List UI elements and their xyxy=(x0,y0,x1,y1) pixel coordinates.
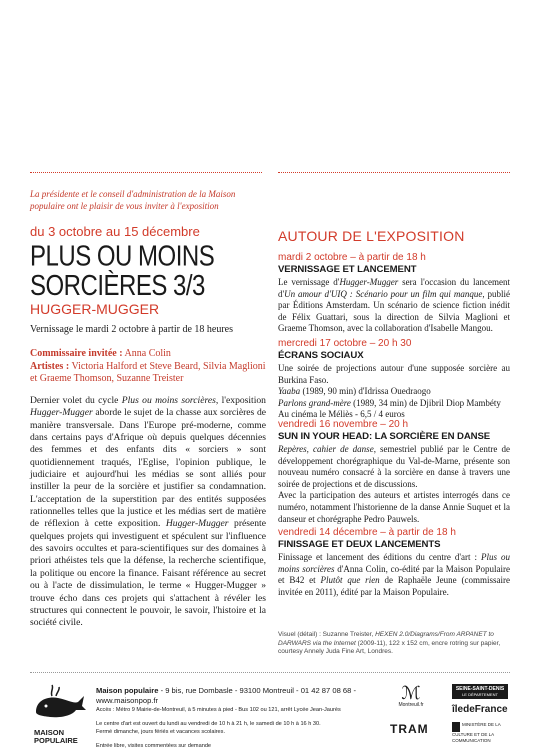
tram-logo: TRAM xyxy=(390,722,429,736)
event-1 xyxy=(278,252,510,335)
event-1-text-a: Le vernissage d' xyxy=(278,277,340,287)
event-4 xyxy=(278,527,510,598)
divider-top-right xyxy=(278,172,510,173)
curator-name: Anna Colin xyxy=(124,348,171,359)
event-1-text-c: , publié par Éditions Amsterdam. Un scénario de science fiction inédit de Félix Guattari, sous la direction de Silvia Maglioni et Graeme Thomson, avec la collaboration d'Isabelle Mangou. xyxy=(278,288,510,334)
marianne-icon xyxy=(452,722,460,732)
invitation-intro: La présidente et le conseil d'administration de la Maison populaire ont le plaisir de vous inviter à l'exposition xyxy=(30,189,236,211)
credit-em: HEXEN 2.0/Diagrams/From ARPANET to DARWARS via the Internet xyxy=(278,631,494,647)
ssd-line-1: SEINE-SAINT-DENIS xyxy=(455,686,505,692)
event-2-date: mercredi 17 octobre – 20 h 30 xyxy=(278,338,412,349)
logo-text xyxy=(30,729,90,745)
events-heading: AUTOUR DE L'EXPOSITION xyxy=(278,228,465,244)
credit-text-b: (2009-11), 122 x 152 cm, encre rotring sur papier, courtesy Annely Juda Fine Art, Londres. xyxy=(278,639,501,655)
footer-hours: Le centre d'art est ouvert du lundi au vendredi de 10 h à 21 h, le samedi de 10 h à 16 h 30. xyxy=(96,721,321,727)
event-1-em-1: Hugger-Mugger xyxy=(339,277,399,287)
event-2-em-1: Yaaba xyxy=(278,386,301,397)
ssd-line-2: LE DÉPARTEMENT xyxy=(462,692,498,697)
ministry-logo xyxy=(452,722,510,743)
whale-icon xyxy=(30,684,90,724)
footer-divider xyxy=(30,672,510,673)
footer-address xyxy=(96,686,396,706)
title-line-1: PLUS OU MOINS xyxy=(30,240,215,273)
divider-top-left xyxy=(30,172,262,173)
event-4-em-1: Plus ou moins sorcières xyxy=(278,552,510,574)
logo-line-2: POPULAIRE xyxy=(34,736,78,745)
maison-populaire-logo xyxy=(30,684,90,744)
artists-label: Artistes : xyxy=(30,360,70,372)
event-3-em-1: Repères, cahier de danse xyxy=(278,444,374,454)
sponsor-logos xyxy=(390,682,510,746)
seine-saint-denis-logo xyxy=(452,684,508,699)
event-1-text-b: sera l'occasion du lancement d' xyxy=(278,277,510,299)
event-3 xyxy=(278,419,510,525)
montreuil-logo xyxy=(390,684,432,708)
footer-name: Maison populaire xyxy=(96,686,159,695)
footer-closed: Fermé dimanche, jours fériés et vacances scolaires. xyxy=(96,729,226,735)
curator-label: Commissaire invitée : xyxy=(30,348,123,359)
ile-de-france-logo: îledeFrance xyxy=(452,704,508,715)
event-3-para-1 xyxy=(278,444,510,490)
event-1-title: VERNISSAGE ET LANCEMENT xyxy=(278,264,417,275)
exhibition-title xyxy=(30,242,280,301)
event-3-date: vendredi 16 novembre – 20 h xyxy=(278,419,409,430)
image-credit xyxy=(278,631,516,657)
exhibition-dates: du 3 octobre au 15 décembre xyxy=(30,224,200,239)
event-2 xyxy=(278,338,510,421)
desc-part-4: présente quelques projets qui investiguent et spéculent sur l'influence des savoirs occultes et para-scientifiques sur des domaines à priori athéistes tels que la défense, la recherche scientifique, la politique ou encore la finance. Faisant référence au secret ou à l'acte de dissimulation, le terme « Hugger-Mugger » trouve écho dans ces projets qui s'attachent à révéler les structures qui connectent le pouvoir, le savoir, l'histoire et la société civile. xyxy=(30,518,266,629)
event-4-description xyxy=(278,552,510,598)
event-2-text-b: (1989, 90 min) d'Idrissa Ouedraogo xyxy=(300,386,431,397)
event-2-film-2 xyxy=(278,398,510,410)
artists-names: Victoria Halford et Steve Beard, Silvia Maglioni et Graeme Thomson, Suzanne Treister xyxy=(30,360,266,384)
logo-line-1: MAISON xyxy=(34,728,64,737)
event-3-title: SUN IN YOUR HEAD: LA SORCIÈRE EN DANSE xyxy=(278,431,491,442)
title-line-2: SORCIÈRES 3/3 xyxy=(30,270,205,303)
event-4-text-b: d'Anna Colin, co-édité par la Maison Populaire et B42 et xyxy=(278,563,510,586)
footer-entry: Entrée libre, visites commentées sur demande xyxy=(96,743,212,749)
montreuil-label: Montreuil.fr xyxy=(398,702,424,708)
ministry-label: MINISTÈRE DE LA CULTURE ET DE LA COMMUNICATION xyxy=(452,722,501,743)
desc-part-2: , l'exposition xyxy=(215,395,266,406)
event-2-description xyxy=(278,363,510,421)
event-3-text-a: , semestriel publié par le Centre de développement chorégraphique du Val-de-Marne, présente son nouveau numéro consacré à la sorcière en danse à travers une soirée de projections et de discussions. xyxy=(278,444,510,489)
desc-em-1: Plus ou moins sorcières xyxy=(121,395,216,406)
montreuil-mark-icon: ℳ xyxy=(401,683,421,703)
event-1-date: mardi 2 octobre – à partir de 18 h xyxy=(278,252,426,263)
desc-part-3: aborde le sujet de la chasse aux sorcières de manière transversale. Dans l'Europe pré-moderne, comme dans certains pays d'Afrique où depuis quelques décennies des femmes et des enfants dits « sorciers » sont quotidiennement traqués, l'Eglise, l'opinion publique, le judiciaire et aujourd'hui les médias se sont alliés pour instiller la peur de la sorcière et justifier sa condamnation. L'acceptation de la superstition par des entités supposées rationnelles telles que la justice et les médias sert de matière de réflexion à cette exposition. xyxy=(30,407,266,530)
event-2-text-c: (1989, 34 min) de Djibril Diop Mambéty xyxy=(350,397,501,408)
exhibition-description xyxy=(30,395,266,630)
footer-address-line: - 9 bis, rue Dombasle - 93100 Montreuil - 01 42 87 08 68 - www.maisonpop.fr xyxy=(96,686,356,705)
curator-line xyxy=(30,348,270,361)
vernissage-line: Vernissage le mardi 2 octobre à partir de 18 heures xyxy=(30,324,233,335)
desc-em-2: Hugger-Mugger xyxy=(30,407,93,419)
event-2-venue: Au cinéma le Méliès - 6,5 / 4 euros xyxy=(278,409,405,420)
exhibition-subtitle: HUGGER-MUGGER xyxy=(30,301,160,317)
event-1-description xyxy=(278,277,510,335)
event-4-title: FINISSAGE ET DEUX LANCEMENTS xyxy=(278,539,441,550)
event-2-film-1 xyxy=(278,386,510,398)
event-2-text-a: Une soirée de projections autour d'une supposée sorcière au Burkina Faso. xyxy=(278,363,510,385)
event-3-para-2: Avec la participation des auteurs et artistes interrogés dans ce numéro, notamment l'historienne de la danse Annie Suquet et la danseur et chorégraphe Pedro Pauwels. xyxy=(278,490,510,524)
desc-em-3: Hugger-Mugger xyxy=(165,518,229,530)
event-4-text-c: de Raphaële Jeune (commissaire invitée en 2011), édité par la Maison Populaire. xyxy=(278,575,510,597)
event-4-date: vendredi 14 décembre – à partir de 18 h xyxy=(278,527,456,538)
footer-info xyxy=(96,686,396,750)
event-2-title: ÉCRANS SOCIAUX xyxy=(278,350,364,361)
event-1-em-2: Un amour d'UIQ : Scénario pour un film qui manque xyxy=(284,288,483,299)
desc-part-1: Dernier volet du cycle xyxy=(30,395,119,406)
event-3-description xyxy=(278,444,510,525)
footer-access: Accès : Métro 9 Mairie-de-Montreuil, à 5 minutes à pied - Bus 102 ou 121, arrêt Lycée Jean-Jaurès xyxy=(96,707,341,713)
event-4-text-a: Finissage et lancement des éditions du centre d'art : xyxy=(278,552,477,562)
event-4-em-2: Plutôt que rien xyxy=(320,575,380,586)
credits xyxy=(30,348,270,386)
event-2-em-2: Parlons grand-mère xyxy=(278,397,351,408)
artists-line xyxy=(30,361,270,386)
credit-text-a: Visuel (détail) : Suzanne Treister, xyxy=(278,631,374,638)
